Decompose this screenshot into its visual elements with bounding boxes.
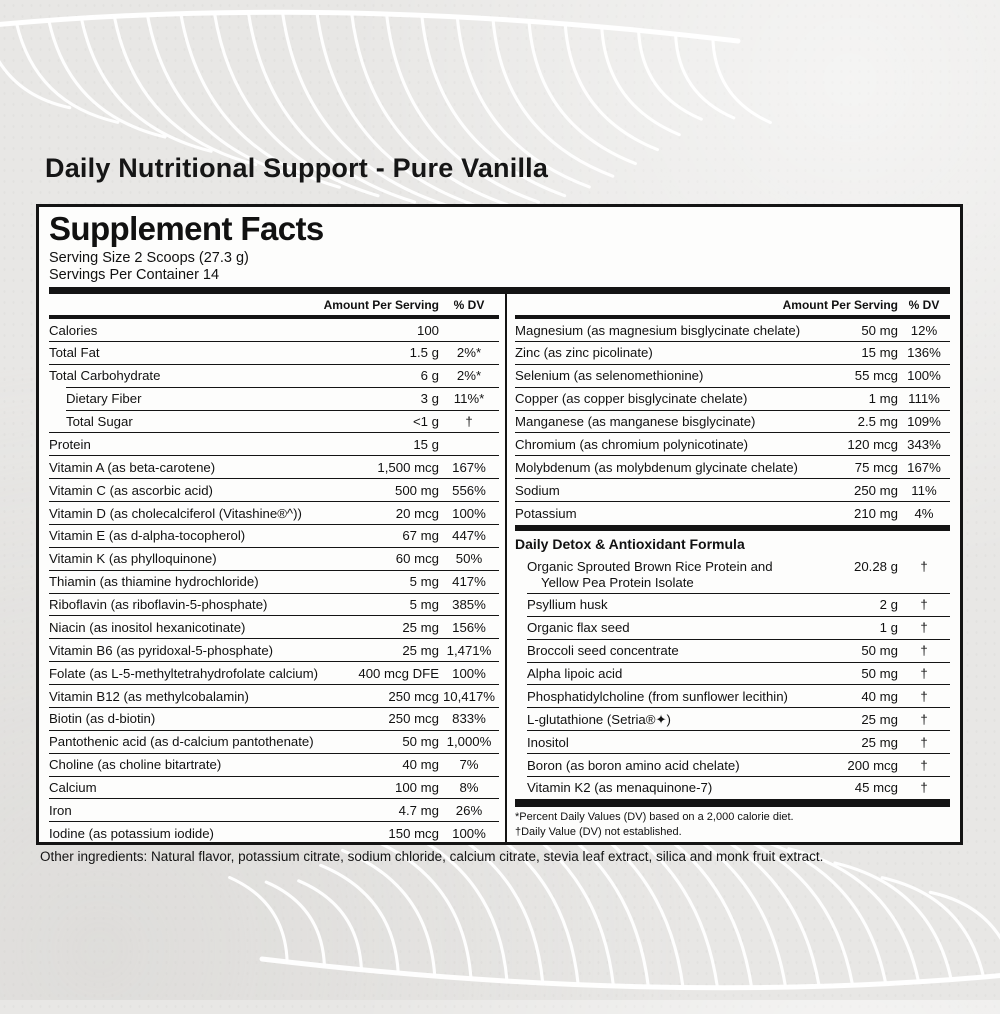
table-row — [49, 547, 499, 570]
panel-title: Supplement Facts — [49, 210, 324, 247]
dv-value: 11% — [911, 482, 937, 498]
amount-value: 50 mg — [402, 734, 439, 750]
table-row — [49, 821, 499, 845]
table-row — [515, 707, 950, 730]
table-row — [49, 730, 499, 753]
table-row — [515, 432, 950, 455]
table-row — [49, 707, 499, 730]
dv-value: 7% — [459, 757, 479, 773]
amount-value: 25 mg — [861, 711, 898, 727]
nutrient-name: Biotin (as d-biotin) — [49, 711, 156, 727]
dv-value: † — [920, 620, 928, 636]
amount-value: 40 mg — [402, 757, 439, 773]
nutrient-name: Vitamin C (as ascorbic acid) — [49, 482, 213, 498]
nutrient-name: Calories — [49, 322, 98, 338]
dv-value: † — [920, 734, 928, 750]
dv-value: 1,471% — [446, 642, 492, 658]
thick-divider-bar — [49, 287, 950, 294]
table-row — [49, 753, 499, 776]
amount-value: 1 g — [879, 620, 898, 636]
amount-value: 50 mg — [861, 322, 898, 338]
amount-per-serving-header: Amount Per Serving — [782, 298, 898, 313]
nutrient-name: Magnesium (as magnesium bisglycinate chelate) — [515, 322, 801, 338]
table-row — [49, 364, 499, 387]
dv-value: 109% — [907, 414, 941, 430]
nutrient-name: Selenium (as selenomethionine) — [515, 368, 704, 384]
table-row — [515, 341, 950, 364]
page-title: Daily Nutritional Support - Pure Vanilla — [45, 153, 549, 183]
nutrient-name: Vitamin B6 (as pyridoxal-5-phosphate) — [49, 642, 274, 658]
column-divider — [505, 294, 507, 842]
nutrient-name: Potassium — [515, 505, 577, 521]
dv-value: 111% — [908, 391, 940, 407]
dv-value: 10,417% — [442, 688, 496, 704]
amount-value: 75 mcg — [854, 459, 898, 475]
table-row — [515, 593, 950, 616]
dv-value: 167% — [907, 459, 941, 475]
amount-value: <1 g — [412, 414, 439, 430]
nutrient-name: Pantothenic acid (as d-calcium pantothenate) — [49, 734, 314, 750]
table-row — [49, 776, 499, 799]
left-column-header — [49, 294, 499, 315]
table-row — [49, 387, 499, 410]
amount-value: 20 mcg — [395, 505, 439, 521]
servings-per-container: Servings Per Container 14 — [49, 266, 220, 283]
dv-value: 447% — [452, 528, 486, 544]
table-row — [49, 319, 499, 341]
nutrient-name: Protein — [49, 436, 91, 452]
table-row — [515, 364, 950, 387]
nutrient-name: Vitamin K2 (as menaquinone-7) — [527, 780, 713, 796]
dv-value: † — [920, 688, 928, 704]
dv-value: 136% — [907, 345, 941, 361]
dv-value: † — [920, 558, 928, 574]
amount-value: 2.5 mg — [857, 414, 898, 430]
amount-value: 25 mg — [402, 642, 439, 658]
amount-value: 25 mg — [402, 619, 439, 635]
nutrient-name: L-glutathione (Setria®✦) — [527, 711, 671, 727]
amount-value: 3 g — [420, 391, 439, 407]
nutrient-name: Total Sugar — [66, 414, 133, 430]
nutrient-name: Total Carbohydrate — [49, 368, 161, 384]
percent-dv-header: % DV — [908, 298, 940, 313]
amount-value: 1.5 g — [409, 345, 439, 361]
dv-value: 12% — [910, 322, 938, 338]
dv-value: 1,000% — [446, 734, 492, 750]
dv-value: 2%* — [456, 345, 482, 361]
dv-value: 8% — [459, 780, 479, 796]
nutrient-name: Sodium — [515, 482, 560, 498]
amount-value: 400 mcg DFE — [358, 665, 439, 681]
amount-value: 6 g — [420, 368, 439, 384]
dv-value: 167% — [452, 459, 486, 475]
amount-per-serving-header: Amount Per Serving — [323, 298, 439, 313]
amount-value: 2 g — [879, 597, 898, 613]
amount-value: 5 mg — [409, 574, 439, 590]
nutrient-name: Copper (as copper bisglycinate chelate) — [515, 391, 748, 407]
dv-value: † — [920, 643, 928, 659]
table-row — [515, 478, 950, 501]
table-row — [515, 776, 950, 799]
dv-value: † — [920, 666, 928, 682]
detox-section-title: Daily Detox & Antioxidant Formula — [515, 535, 745, 552]
table-row — [515, 662, 950, 685]
nutrient-name: Vitamin D (as cholecalciferol (Vitashine®^)) — [49, 505, 302, 521]
nutrient-name: Vitamin B12 (as methylcobalamin) — [49, 688, 249, 704]
table-row — [49, 410, 499, 433]
table-row — [515, 639, 950, 662]
dv-value: † — [920, 757, 928, 773]
right-rows — [515, 319, 950, 524]
table-row — [515, 753, 950, 776]
nutrient-name: Broccoli seed concentrate — [527, 643, 679, 659]
footnote-dv: *Percent Daily Values (DV) based on a 2,000 calorie diet. — [515, 810, 794, 823]
nutrient-name: Calcium — [49, 780, 97, 796]
table-row — [49, 661, 499, 684]
right-column-header — [515, 294, 950, 315]
percent-dv-header: % DV — [453, 298, 485, 313]
table-row — [515, 319, 950, 341]
table-row — [49, 638, 499, 661]
table-row — [49, 341, 499, 364]
nutrient-name: Total Fat — [49, 345, 100, 361]
table-row — [49, 684, 499, 707]
amount-value: 25 mg — [861, 734, 898, 750]
amount-value: 250 mcg — [388, 711, 439, 727]
table-row — [49, 798, 499, 821]
dv-value: 4% — [914, 505, 934, 521]
table-row — [515, 387, 950, 410]
amount-value: 45 mcg — [854, 780, 898, 796]
dv-value: † — [920, 597, 928, 613]
nutrient-name: Inositol — [527, 734, 569, 750]
nutrient-name: Choline (as choline bitartrate) — [49, 757, 222, 773]
amount-value: 50 mg — [861, 666, 898, 682]
nutrient-name: Vitamin E (as d-alpha-tocopherol) — [49, 528, 246, 544]
dv-value: 833% — [452, 711, 486, 727]
amount-value: 1,500 mcg — [377, 459, 439, 475]
amount-value: 100 mg — [395, 780, 439, 796]
amount-value: 200 mcg — [847, 757, 898, 773]
amount-value: 20.28 g — [854, 558, 898, 574]
amount-value: 15 g — [413, 436, 439, 452]
table-row — [515, 616, 950, 639]
nutrient-name: Chromium (as chromium polynicotinate) — [515, 436, 749, 452]
dv-value: † — [920, 711, 928, 727]
left-column — [49, 294, 499, 842]
serving-size: Serving Size 2 Scoops (27.3 g) — [49, 249, 249, 266]
footnote-bar — [515, 799, 950, 807]
dv-value: 417% — [452, 574, 486, 590]
dv-value: 2%* — [456, 368, 482, 384]
table-row — [49, 455, 499, 478]
detox-rows — [515, 555, 950, 798]
dv-value: 343% — [907, 436, 941, 452]
amount-value: 15 mg — [861, 345, 898, 361]
amount-value: 60 mcg — [395, 551, 439, 567]
table-row — [49, 570, 499, 593]
amount-value: 1 mg — [868, 391, 898, 407]
nutrient-name: Organic Sprouted Brown Rice Protein and Yellow Pea Protein Isolate — [527, 558, 773, 590]
amount-value: 500 mg — [395, 482, 439, 498]
amount-value: 150 mcg — [388, 825, 439, 841]
amount-value: 4.7 mg — [398, 802, 439, 818]
table-row — [49, 432, 499, 455]
footnote-dagger: †Daily Value (DV) not established. — [515, 826, 682, 839]
dv-value: 100% — [452, 665, 486, 681]
nutrient-name: Iron — [49, 802, 72, 818]
supplement-facts-panel — [36, 204, 963, 845]
nutrient-columns — [49, 294, 950, 842]
nutrient-name: Manganese (as manganese bisglycinate) — [515, 414, 756, 430]
nutrient-name: Boron (as boron amino acid chelate) — [527, 757, 740, 773]
amount-value: 40 mg — [861, 688, 898, 704]
amount-value: 100 — [416, 322, 439, 338]
nutrient-name: Vitamin A (as beta-carotene) — [49, 459, 216, 475]
dv-value: 11%* — [453, 391, 485, 407]
nutrient-name: Thiamin (as thiamine hydrochloride) — [49, 574, 259, 590]
dv-value: † — [920, 780, 928, 796]
nutrient-name: Organic flax seed — [527, 620, 630, 636]
nutrient-name: Alpha lipoic acid — [527, 666, 623, 682]
nutrient-name: Dietary Fiber — [66, 391, 142, 407]
table-row — [515, 455, 950, 478]
amount-value: 120 mcg — [847, 436, 898, 452]
right-column — [515, 294, 950, 842]
dv-value: 385% — [452, 597, 486, 613]
nutrient-name: Phosphatidylcholine (from sunflower lecithin) — [527, 688, 788, 704]
table-row — [49, 478, 499, 501]
amount-value: 50 mg — [861, 643, 898, 659]
table-row — [49, 615, 499, 638]
table-row — [515, 501, 950, 524]
dv-value: 556% — [452, 482, 486, 498]
table-row — [515, 730, 950, 753]
amount-value: 210 mg — [854, 505, 898, 521]
other-ingredients: Other ingredients: Natural flavor, potassium citrate, sodium chloride, calcium citrate, stevia leaf extract, silica and monk fruit extract. — [40, 849, 824, 864]
dv-value: 50% — [455, 551, 483, 567]
nutrient-name: Niacin (as inositol hexanicotinate) — [49, 619, 246, 635]
nutrient-name: Zinc (as zinc picolinate) — [515, 345, 653, 361]
amount-value: 67 mg — [402, 528, 439, 544]
dv-value: 100% — [452, 825, 486, 841]
amount-value: 250 mg — [854, 482, 898, 498]
amount-value: 5 mg — [409, 597, 439, 613]
nutrient-name: Vitamin K (as phylloquinone) — [49, 551, 217, 567]
dv-value: 156% — [452, 619, 486, 635]
table-row — [515, 410, 950, 433]
nutrient-name: Folate (as L-5-methyltetrahydrofolate calcium) — [49, 665, 318, 681]
table-row — [515, 684, 950, 707]
dv-value: 100% — [907, 368, 941, 384]
amount-value: 55 mcg — [854, 368, 898, 384]
amount-value: 250 mcg — [388, 688, 439, 704]
table-row — [49, 501, 499, 524]
dv-value: 26% — [455, 802, 483, 818]
dv-value: 100% — [452, 505, 486, 521]
nutrient-name: Psyllium husk — [527, 597, 608, 613]
table-row — [515, 555, 950, 592]
nutrient-name: Iodine (as potassium iodide) — [49, 825, 214, 841]
left-rows — [49, 319, 499, 845]
footnotes — [515, 807, 950, 841]
table-row — [49, 524, 499, 547]
nutrient-name: Riboflavin (as riboflavin-5-phosphate) — [49, 597, 268, 613]
table-row — [49, 593, 499, 616]
dv-value: † — [465, 414, 473, 430]
nutrient-name: Molybdenum (as molybdenum glycinate chelate) — [515, 459, 798, 475]
